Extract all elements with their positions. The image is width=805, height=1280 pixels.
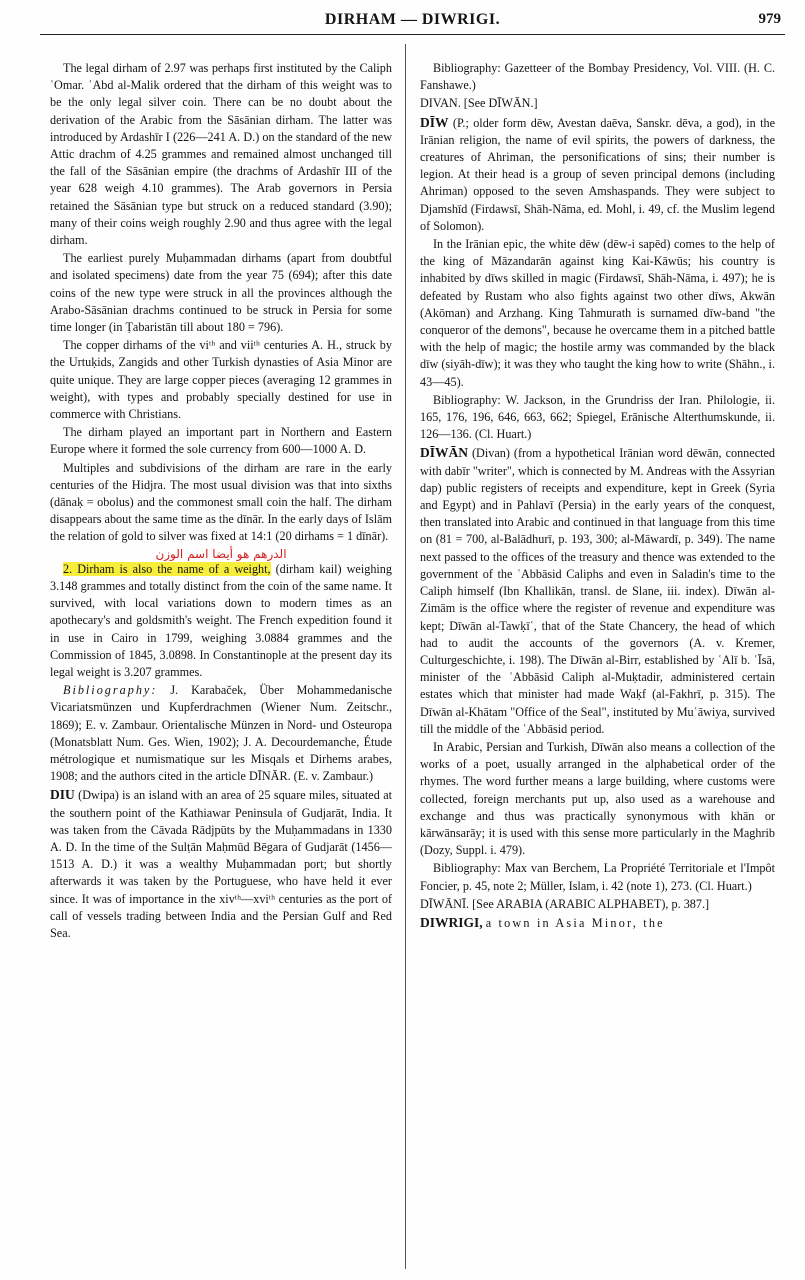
entry-diw — [420, 114, 775, 235]
bibliography-diw: Bibliography: W. Jackson, in the Grundriss der Iran. Philologie, ii. 165, 176, 196, 646, 663, 662; Spiegel, Erānische Alterthumskunde, ii. 126—136. (Cl. Huart.) — [420, 392, 775, 442]
bibliography-text: J. Karabaček, Über Mohammedanische Vicariatsmünzen und Kupferdrachmen (Wiener Num. Zeitschr., 1869); E. v. Zambaur. Orientalische Münzen in Nord- und Osteuropa (Monatsblatt Num. Ges. Wien, 1902); J. A. Decourdemanche, Étude métrologique et numismatique sur les Misqals et Dirhems arabes, 1908; and the authors cited in the article DĪNĀR. (E. v. Zambaur.) — [50, 683, 392, 784]
entry-diwan — [420, 444, 775, 737]
headword-diw: DĪW — [420, 114, 449, 130]
entry-divan: DIVAN. [See DĪWĀN.] — [420, 96, 538, 111]
bibliography-label: Bibliography: — [63, 683, 158, 698]
column-divider — [405, 44, 406, 1269]
entry-diwrigi-text: a town in Asia Minor, the — [485, 915, 665, 930]
headword-diu: DIU — [50, 787, 75, 803]
bibliography-diwan: Bibliography: Max van Berchem, La Propriété Territoriale et l'Impôt Foncier, p. 45, note 2; Müller, Islam, i. 42 (note 1), 273. (Cl. Huart.) — [420, 861, 775, 893]
entry-diwan-text: (Divan) (from a hypothetical Irānian word dēwān, connected with dabīr "writer", which is connected by M. Andreas with the Assyrian dap) public registers of receipts and expenditure, kept in Greek (Syria and Egypt) and in Pahlavī (Persia) in the early years of the conquest, then translated into Arabic and continued in that language from this time on (81 = 700, al-Balādhurī, p. 193, 300; al-Māwardī, p. 349). The name next passed to the offices of the treasury and thence was extended to the government of the ʿAbbāsid Caliphs and even in Saladin's time to the Caliph himself (Ibn Khallikān, transl. de Slane, iii. index). Dīwān al-Zimām is the office where the register of revenue and expenditure was kept; Dīwān al-Tawḳīʿ, that of the State Chancery, the head of which had to audit the accounts of the governors (A. v. Kremer, Culturgeschichte, i. 198). The Dīwān al-Birr, established by ʿAlī b. ʿĪsā, minister of the ʿAbbāsid Caliph al-Muḳtadir, administered certain estates which that minister had made Waḳf (al-Fakhrī, p. 315). The Dīwān al-Khātam "Office of the Seal", instituted by Muʿāwiya, survived till the middle of the ʿAbbāsid period. — [420, 446, 775, 736]
entry-diwrigi — [420, 914, 775, 932]
page-title: DIRHAM — DIWRIGI. — [324, 11, 501, 28]
headword-diwrigi: DIWRIGI, — [420, 914, 483, 930]
paragraph-earliest-dirhams: The earliest purely Muḥammadan dirhams (apart from doubtful and isolated specimens) date from the year 75 (694); after this date coins of the new type were struck in all the provinces although the Arabo-Sāsānian drachms continued to be struck in Persia for some time longer (in Ṭabaristān till about 180 = 796). — [50, 251, 392, 335]
paragraph-weight — [50, 561, 392, 681]
paragraph-diwan-poet: In Arabic, Persian and Turkish, Dīwān also means a collection of the works of a poet, usually arranged in the alphabetical order of the rhymes. The word further means a large building, where customs were collected, foreign merchants put up, also used as a warehouse and exchange and thus was practically synonymous with khān or kārwānsarāy; it is used with this sense more particularly in the Maghrib (Dozy, Suppl. i. 479). — [420, 739, 775, 858]
entry-diw-text: (P.; older form dēw, Avestan daēva, Sanskr. dēva, a god), in the Irānian religion, the name of evil spirits, the powers of darkness, the creatures of Ahriman, the personifications of sins; their number is legion. At their head is a group of seven principal demons (including Ahriman) opposed to the seven Amshaspands. They were subject to Djamshīd (Firdawsī, Shāh-Nāma, ed. Mohl, i. 49, cf. the Muslim legend of Solomon). — [420, 115, 775, 233]
right-column — [420, 60, 775, 933]
arabic-annotation: الدرهم هو أيضا اسم الوزن — [155, 546, 287, 561]
entry-diwani: DĪWĀNĪ. [See ARABIA (ARABIC ALPHABET), p. 387.] — [420, 896, 710, 911]
bibliography-diu: Bibliography: Gazetteer of the Bombay Presidency, Vol. VIII. (H. C. Fanshawe.) — [420, 61, 775, 93]
headword-diwan: DĪWĀN — [420, 445, 469, 461]
running-header — [40, 8, 785, 35]
weight-text: (dirham kail) weighing 3.148 grammes and totally distinct from the coin of the same name. It survived, with local variations down to modern times as an apothecary's and goldsmith's weight. The French expedition found it in use in Cairo in 1799, weighing 3.0884 grammes and the Commission of 1845, 3.0898. In Constantinople at the present day its legal weight is 3.207 grammes. — [50, 561, 392, 679]
paragraph-iranian-epic: In the Irānian epic, the white dēw (dēw-i sapēd) comes to the help of the king of Māzandarān against king Kai-Kāwūs; his country is inhabited by dīws skilled in magic (Firdawsī, Shāh-Nāma, i. 497); he is defeated by Rustam who also fights against two other dīws, Akwān (Akōman) and Arzhang. King Tahmurath is surnamed dīw-band "the conqueror of the demons", because he overcame them in a pitched battle with the help of magic; the hostile army was commanded by the black dīw (siyāh-dīw); it was they who taught the king how to write (Shāhn., i. 43—45). — [420, 237, 775, 389]
paragraph-copper-dirhams: The copper dirhams of the viᵗʰ and viiᵗʰ centuries A. H., struck by the Urtuḳids, Zangids and other Turkish dynasties of Asia Minor are quite unique. They are large copper pieces (averaging 12 grammes in weight), with types and probably specially destined for use in commerce with Christians. — [50, 338, 392, 422]
entry-diu — [50, 786, 392, 942]
left-column — [50, 60, 392, 943]
entry-diu-text: (Dwipa) is an island with an area of 25 square miles, situated at the southern point of the Kathiawar Peninsula of Gudjarāt, India. It was taken from the Cāvada Rādjpūts by the Muḥammadans in 1330 A. D. In the time of the Sulṭān Maḥmūd Bēgara of Gudjarāt (1456—1513 A. D.) it was a wealthy Muḥammadan port; but shortly afterwards it was taken by the Portuguese, who have held it ever since. It was of importance in the xivᵗʰ—xviᵗʰ centuries as the port of call of vessels trading between India and the Persian Gulf and Red Sea. — [50, 788, 393, 940]
paragraph-multiples: Multiples and subdivisions of the dirham are rare in the early centuries of the Hidjra. The most usual division was that into sixths (dānaḳ = obolus) and the commonest small coin the half. The dirham disappears about the same time as the dīnār. In the early days of Islām the relation of gold to silver was fixed at 14:1 (20 dirhams = 1 dīnār). — [50, 460, 392, 544]
highlighted-text: 2. Dirham is also the name of a weight, — [63, 561, 271, 576]
paragraph-europe: The dirham played an important part in Northern and Eastern Europe where it formed the sole currency from 600—1000 A. D. — [50, 425, 392, 457]
page-number: 979 — [758, 11, 781, 27]
bibliography-dirham — [50, 682, 392, 785]
paragraph-legal-dirham: The legal dirham of 2.97 was perhaps first instituted by the Caliph ʿOmar. ʿAbd al-Malik ordered that the dirham of this weight was to be the only legal silver coin. There can be no doubt about the derivation of the Arabic from the Sāsānian dirham. The latter was introduced by Ardashīr I (226—241 A. D.) on the standard of the new Attic drachm of 4.25 grammes and remained almost unchanged till the fall of the Sāsānian empire (the drachms of Ardashīr III of the year 628 weigh 4.10 grammes). The Arab governors in Persia retained the Sāsānian type but struck on a reduced standard (3.90); many of their coins weigh roughly 2.90 and thus agree with the legal dirham. — [50, 61, 392, 248]
